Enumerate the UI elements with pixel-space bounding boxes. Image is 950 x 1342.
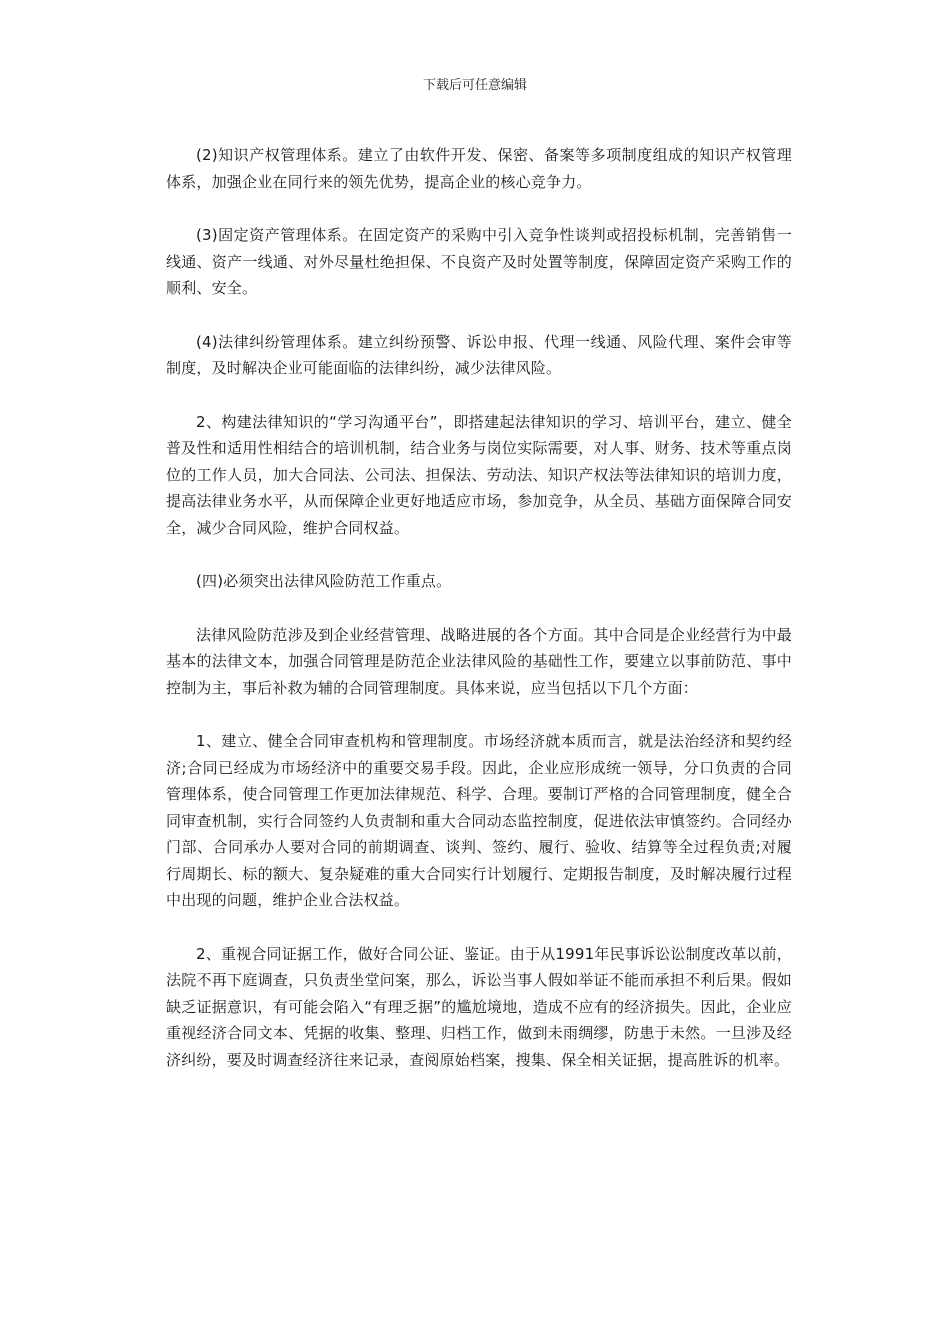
page-header: 下载后可任意编辑: [422, 78, 527, 93]
paragraph-contract-evidence: 2、重视合同证据工作，做好合同公证、鉴证。由于从1991年民事诉讼讼制度改革以前，法院不再下庭调查，只负责坐堂问案，那么，诉讼当事人假如举证不能而承担不利后果。假如缺乏证据意识，有可能会陷入“有理乏据”的尴尬境地，造成不应有的经济损失。因此，企业应重视经济合同文本、凭据的收集、整理、归档工作，做到未雨绸缪，防患于未然。一旦涉及经济纠纷，要及时调查经济往来记录，查阅原始档案，搜集、保全相关证据，提高胜诉的机率。: [166, 944, 792, 1069]
document-body: [166, 142, 792, 1100]
paragraph-legal-disputes: (4)法律纠纷管理体系。建立纠纷预警、诉讼申报、代理一线通、风险代理、案件会审等制度，及时解决企业可能面临的法律纠纷，减少法律风险。: [166, 332, 792, 377]
paragraph-ip-management: (2)知识产权管理体系。建立了由软件开发、保密、备案等多项制度组成的知识产权管理体系，加强企业在同行来的领先优势，提高企业的核心竞争力。: [166, 146, 792, 191]
paragraph-contract-review: 1、建立、健全合同审查机构和管理制度。市场经济就本质而言，就是法治经济和契约经济;合同已经成为市场经济中的重要交易手段。因此，企业应形成统一领导，分口负责的合同管理体系，使合同管理工作更加法律规范、科学、合理。要制订严格的合同管理制度，健全合同审查机制，实行合同签约人负责制和重大合同动态监控制度，促进依法审慎签约。合同经办门部、合同承办人要对合同的前期调查、谈判、签约、履行、验收、结算等全过程负责;对履行周期长、标的额大、复杂疑难的重大合同实行计划履行、定期报告制度，及时解决履行过程中出现的问题，维护企业合法权益。: [166, 732, 792, 909]
paragraph-learning-platform: 2、构建法律知识的“学习沟通平台”，即搭建起法律知识的学习、培训平台，建立、健全普及性和适用性相结合的培训机制，结合业务与岗位实际需要，对人事、财务、技术等重点岗位的工作人员，加大合同法、公司法、担保法、劳动法、知识产权法等法律知识的培训力度，提高法律业务水平，从而保障企业更好地适应市场，参加竞争，从全员、基础方面保障合同安全，减少合同风险，维护合同权益。: [166, 412, 792, 537]
paragraph-risk-prevention: 法律风险防范涉及到企业经营管理、战略进展的各个方面。其中合同是企业经营行为中最基本的法律文本，加强合同管理是防范企业法律风险的基础性工作，要建立以事前防范、事中控制为主，事后补救为辅的合同管理制度。具体来说，应当包括以下几个方面：: [166, 625, 792, 697]
section-heading-four: (四)必须突出法律风险防范工作重点。: [196, 572, 452, 590]
paragraph-fixed-assets: (3)固定资产管理体系。在固定资产的采购中引入竞争性谈判或招投标机制，完善销售一线通、资产一线通、对外尽量杜绝担保、不良资产及时处置等制度，保障固定资产采购工作的顺利、安全。: [166, 226, 792, 297]
